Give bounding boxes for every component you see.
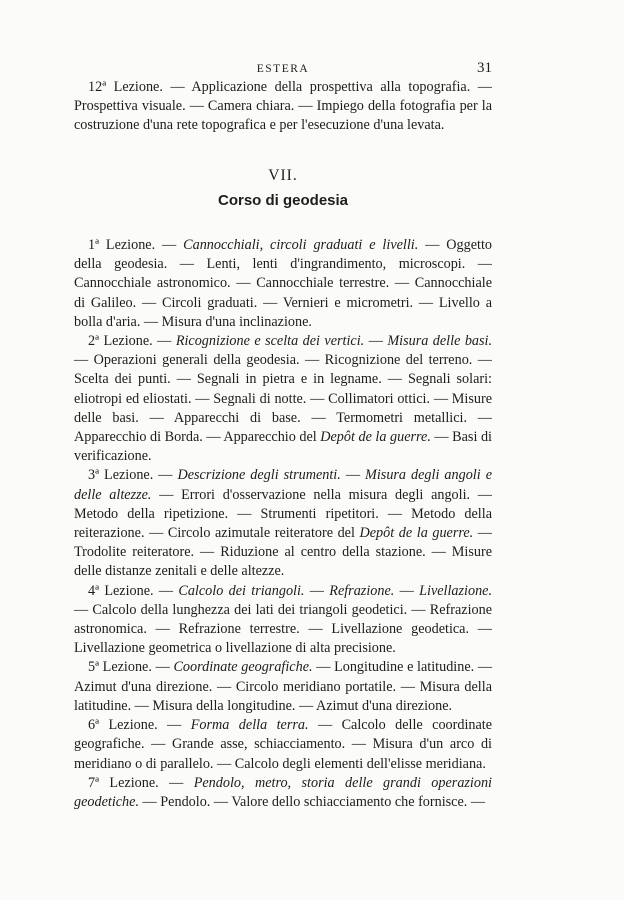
lesson-body: — Applicazione della prospettiva alla topografia. — Prospettiva visuale. — Camera chiara. — Impiego della fotografia per la costruzione d'una rete topografica e per l'esecuzione d'una levata.: [74, 79, 492, 134]
lesson-label: 2ª Lezione.: [88, 333, 153, 350]
section-title: Corso di geodesia: [217, 191, 349, 209]
lesson-body: — Oggetto della geodesia. — Lenti, lenti d'ingrandimento, microscopi. — Cannocchiale astronomico. — Cannocchiale terrestre. — Cannocchiale di Galileo. — Circoli graduati. — Vernieri e micrometri. — Livello a bolla d'aria. — Misura d'una inclinazione.: [74, 237, 492, 330]
lesson-body-2: — Basi di verificazione.: [74, 429, 492, 465]
dash: —: [152, 333, 176, 350]
lesson-label: 5ª Lezione.: [88, 659, 152, 676]
lesson-paragraph-3: [74, 466, 492, 581]
lesson-label: 3ª Lezione.: [88, 467, 154, 484]
lesson-topic-2: Refrazione.: [329, 582, 395, 599]
page-number: 31: [477, 60, 492, 76]
lesson-topic: Calcolo dei triangoli.: [178, 582, 305, 599]
section-number: VII.: [268, 166, 298, 184]
lesson-paragraph-4: [74, 582, 492, 659]
lesson-topic: Descrizione degli strumenti.: [177, 467, 341, 484]
lesson-topic-2: Misura degli angoli e delle altezze.: [74, 467, 492, 503]
intro-paragraph: [74, 78, 492, 136]
lesson-topic-2: Misura delle basi.: [387, 333, 493, 350]
lesson-body: — Errori d'osservazione nella misura degli angoli. — Metodo della ripetizione. — Strumenti ripetitori. — Metodo della reiterazione. — Circolo azimutale reiteratore del: [74, 486, 492, 542]
lesson-label: 12ª Lezione.: [88, 79, 163, 95]
lesson-topic: Coordinate geografiche.: [173, 659, 313, 676]
dash: —: [304, 582, 330, 599]
lesson-topic: Cannocchiali, circoli graduati e livelli.: [183, 237, 419, 254]
lesson-body: — Calcolo della lunghezza dei lati dei triangoli geodetici. — Refrazione astronomica. — Refrazione terrestre. — Livellazione geodetica. — Livellazione geometrica o livellazione di alta precisione.: [74, 601, 492, 657]
lesson-paragraph-6: [74, 716, 492, 774]
lesson-paragraph-1: [74, 236, 492, 332]
italic-reference: Depôt de la guerre.: [359, 525, 474, 542]
lesson-body-2: — Trodolite reiteratore. — Riduzione al centro della stazione. — Misure delle distanze zenitali e delle altezze.: [74, 525, 492, 580]
lesson-topic: Pendolo, metro, storia delle grandi operazioni geodetiche.: [74, 774, 492, 810]
lesson-topic-3: Livellazione.: [419, 582, 493, 599]
lesson-paragraph-2: [74, 332, 492, 466]
lesson-paragraph-7: [74, 774, 492, 812]
dash: —: [340, 467, 366, 484]
lesson-label: 6ª Lezione.: [88, 717, 158, 734]
body-text: [74, 78, 492, 812]
lesson-paragraph-5: [74, 658, 492, 716]
lesson-body: — Longitudine e latitudine. — Azimut d'una direzione. — Circolo meridiano portatile. — Misura della latitudine. — Misura della longitudine. — Azimut d'una direzione.: [74, 659, 493, 714]
dash: —: [153, 467, 178, 484]
dash: —: [394, 582, 420, 599]
dash: —: [157, 717, 191, 734]
italic-reference: Depôt de la guerre.: [320, 429, 431, 446]
dash: —: [151, 659, 174, 676]
dash: —: [364, 333, 388, 350]
dash: —: [153, 582, 179, 599]
dash: —: [158, 774, 194, 791]
lesson-body: — Calcolo delle coordinate geografiche. — Grande asse, schiacciamento. — Misura d'un arco di meridiano o di parallelo. — Calcolo degli elementi dell'elisse meridiana.: [74, 717, 493, 772]
lesson-body: — Operazioni generali della geodesia. — Ricognizione del terreno. — Scelta dei punti. — Segnali in pietra e in legname. — Segnali solari: eliotropi ed eliostati. — Segnali di notte. — Collimatori ottici. — Misure delle basi. — Apparecchi di base. — Termometri metallici. — Apparecchio di Borda. — Apparecchio del: [74, 352, 492, 446]
lesson-body: — Pendolo. — Valore dello schiacciamento che fornisce. —: [139, 793, 486, 810]
lesson-topic: Ricognizione e scelta dei vertici.: [175, 333, 365, 350]
dash: —: [155, 237, 184, 254]
lesson-label: 7ª Lezione.: [88, 774, 159, 791]
running-title: ESTERA: [256, 63, 310, 75]
lesson-label: 4ª Lezione.: [88, 582, 154, 599]
lesson-topic: Forma della terra.: [190, 717, 309, 734]
lesson-label: 1ª Lezione.: [88, 237, 156, 254]
